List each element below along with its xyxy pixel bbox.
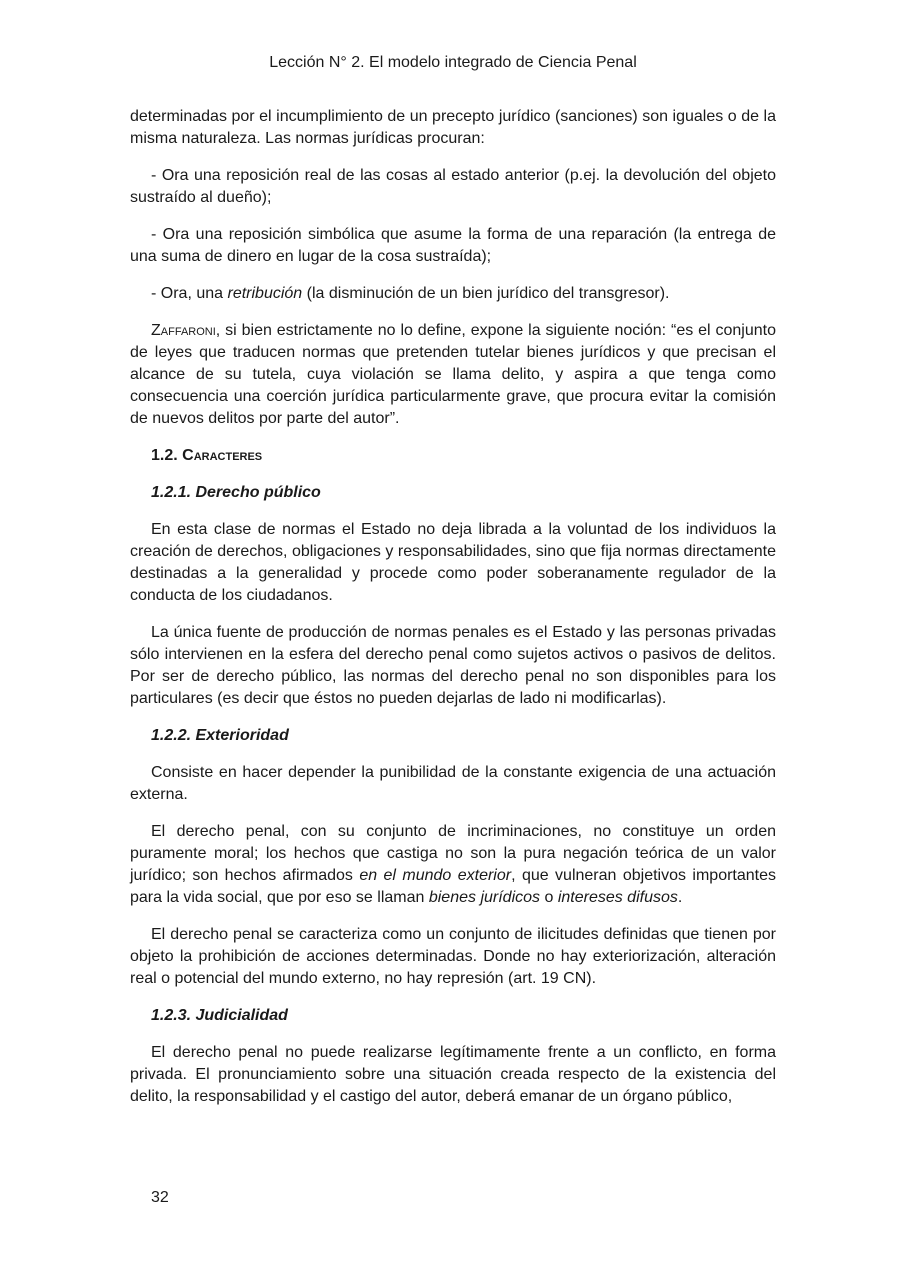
emphasis-retribucion: retribución [227, 285, 303, 302]
paragraph-intro: determinadas por el incumplimiento de un precepto jurídico (sanciones) son iguales o de la misma naturaleza. Las normas jurídicas procuran: [130, 108, 776, 147]
document-body [130, 106, 776, 1123]
list-item-retribucion [130, 283, 776, 305]
subsection-heading-derecho-publico: 1.2.1. Derecho público [151, 484, 321, 501]
section-title: Caracteres [182, 447, 263, 464]
emphasis-mundo-exterior: en el mundo exterior [359, 867, 512, 884]
subsection-heading-judicialidad: 1.2.3. Judicialidad [151, 1007, 288, 1024]
text-run: (la disminución de un bien jurídico del transgresor). [302, 285, 670, 302]
page-number: 32 [151, 1189, 169, 1206]
paragraph-publico-1: En esta clase de normas el Estado no deja librada a la voluntad de los individuos la creación de derechos, obligaciones y responsabilidades, sino que fija normas directamente destinadas a la generalidad y procede como poder soberanamente regulador de la conducta de los ciudadanos. [130, 521, 776, 604]
subsection-heading-exterioridad: 1.2.2. Exterioridad [151, 727, 289, 744]
section-number: 1.2. [151, 447, 183, 464]
page-header: Lección N° 2. El modelo integrado de Ciencia Penal [269, 54, 637, 71]
text-run: o [540, 889, 558, 906]
paragraph-publico-2: La única fuente de producción de normas penales es el Estado y las personas privadas sólo intervienen en la esfera del derecho penal como sujetos activos o pasivos de delitos. Por ser de derecho público, las normas del derecho penal no son disponibles para los particulares (es decir que éstos no pueden dejarlas de lado ni modificarlas). [130, 624, 776, 707]
author-name: Zaffaroni [151, 322, 216, 339]
list-item-reposicion-simbolica: - Ora una reposición simbólica que asume la forma de una reparación (la entrega de una suma de dinero en lugar de la cosa sustraída); [130, 226, 776, 265]
text-run: El derecho penal, con su conjunto de incriminaciones, no constituye un orden puramente moral; los hechos que castiga no son la pura negación teórica de un valor jurídico; son hechos afirmados [130, 823, 776, 884]
paragraph-exterioridad-1: Consiste en hacer depender la punibilidad de la constante exigencia de una actuación externa. [130, 764, 776, 803]
text-run: - Ora, una [151, 285, 228, 302]
list-item-reposicion-real: - Ora una reposición real de las cosas al estado anterior (p.ej. la devolución del objeto sustraído al dueño); [130, 167, 776, 206]
text-run: , que vulneran objetivos importantes para la vida social, que por eso se llaman [130, 867, 777, 906]
section-heading-caracteres [130, 445, 776, 467]
paragraph-zaffaroni [130, 320, 776, 430]
paragraph-exterioridad-3: El derecho penal se caracteriza como un conjunto de ilicitudes definidas que tienen por objeto la prohibición de acciones determinadas. Donde no hay exteriorización, alteración real o potencial del mundo externo, no hay represión (art. 19 CN). [130, 926, 776, 987]
text-run: . [677, 889, 683, 906]
emphasis-intereses-difusos: intereses difusos [557, 889, 678, 906]
paragraph-exterioridad-2 [130, 821, 776, 909]
emphasis-bienes-juridicos: bienes jurídicos [428, 889, 541, 906]
text-run: , si bien estrictamente no lo define, expone la siguiente noción: “es el conjunto de leyes que traducen normas que pretenden tutelar bienes jurídicos y que precisan el alcance de su tutela, cuya violación se llama delito, y aspira a que tenga como consecuencia una coerción jurídica particularmente grave, que procura evitar la comisión de nuevos delitos por parte del autor”. [130, 322, 776, 427]
paragraph-judicialidad-1: El derecho penal no puede realizarse legítimamente frente a un conflicto, en forma privada. El pronunciamiento sobre una situación creada respecto de la existencia del delito, la responsabilidad y el castigo del autor, deberá emanar de un órgano público, [130, 1044, 776, 1105]
